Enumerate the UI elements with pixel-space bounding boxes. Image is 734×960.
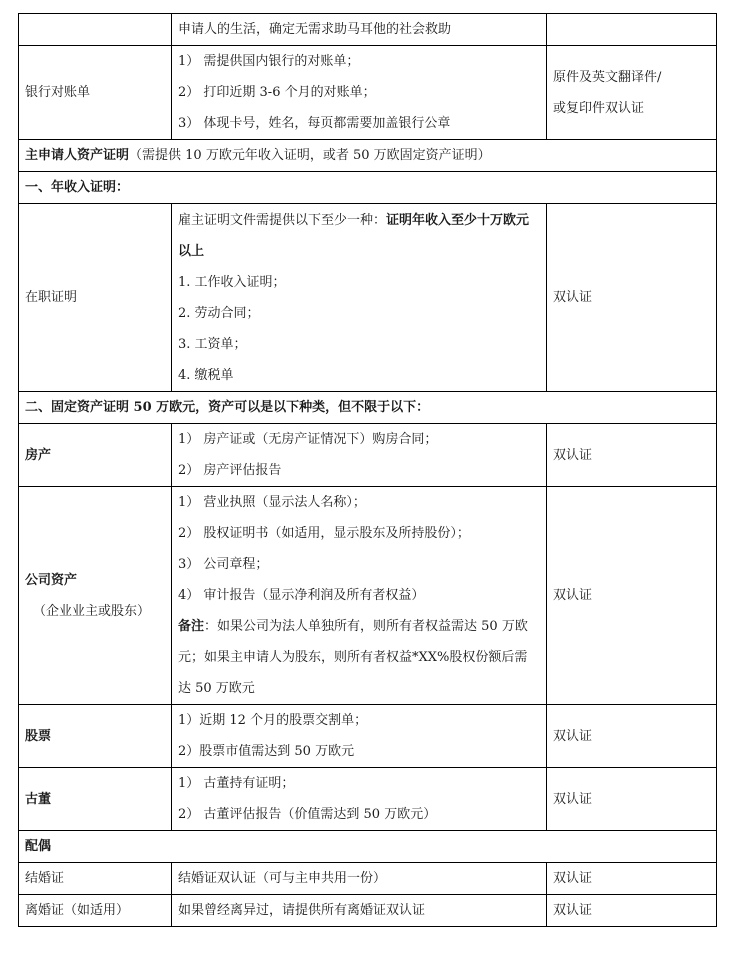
list-item: 2） 股权证明书（如适用，显示股东及所持股份）； bbox=[178, 526, 470, 541]
cell-content bbox=[172, 424, 547, 487]
row-label bbox=[19, 487, 172, 705]
table-row bbox=[19, 705, 717, 768]
section-title: 二、固定资产证明 50 万欧元，资产可以是以下种类，但不限于以下： bbox=[25, 400, 430, 415]
list-item: 3） 公司章程； bbox=[178, 557, 269, 572]
section-header bbox=[19, 831, 717, 863]
cell-empty bbox=[19, 14, 172, 46]
cell-cert bbox=[547, 895, 717, 927]
table-row bbox=[19, 424, 717, 487]
row-label bbox=[19, 204, 172, 392]
cell-content bbox=[172, 46, 547, 140]
cell-content bbox=[172, 863, 547, 895]
row-label-text: 离婚证（如适用） bbox=[25, 903, 130, 918]
cell-cert bbox=[547, 46, 717, 140]
section-header-row bbox=[19, 140, 717, 172]
list-item: 4. 缴税单 bbox=[178, 367, 234, 383]
row-label bbox=[19, 705, 172, 768]
table-row bbox=[19, 487, 717, 705]
cell-cert bbox=[547, 424, 717, 487]
row-label bbox=[19, 46, 172, 140]
section-header-row bbox=[19, 831, 717, 863]
cert-text: 双认证 bbox=[553, 447, 593, 463]
section-note: （需提供 10 万欧元年收入证明，或者 50 万欧固定资产证明） bbox=[129, 148, 491, 163]
cert-text: 双认证 bbox=[553, 903, 593, 918]
row-label-text: 古董 bbox=[25, 791, 52, 807]
table-row bbox=[19, 863, 717, 895]
section-header-row bbox=[19, 172, 717, 204]
cell-text: 结婚证双认证（可与主申共用一份） bbox=[178, 871, 387, 886]
row-label-text: 银行对账单 bbox=[25, 85, 91, 100]
cert-text: 双认证 bbox=[553, 871, 593, 886]
row-label-text: 公司资产 bbox=[25, 572, 78, 588]
list-item: 2） 房产评估报告 bbox=[178, 463, 282, 478]
cell-content bbox=[172, 768, 547, 831]
cell-content bbox=[172, 705, 547, 768]
note-label: 备注 bbox=[178, 619, 205, 634]
table-row bbox=[19, 46, 717, 140]
section-title: 配偶 bbox=[25, 839, 52, 854]
note-text bbox=[178, 611, 540, 704]
table-row bbox=[19, 204, 717, 392]
requirements-table bbox=[18, 13, 717, 927]
note-body: ：如果公司为法人单独所有，则所有者权益需达 50 万欧元；如果主申请人为股东，则所有者权益*XX%股权份额后需达 50 万欧元 bbox=[178, 619, 528, 696]
cert-text: 双认证 bbox=[553, 290, 593, 305]
cell-empty bbox=[547, 14, 717, 46]
list-item: 2） 打印近期 3-6 个月的对账单； bbox=[178, 85, 376, 100]
row-label-sub: （企业业主或股东） bbox=[33, 603, 151, 619]
list-item: 2. 劳动合同； bbox=[178, 305, 260, 321]
table-row bbox=[19, 895, 717, 927]
row-label-text: 房产 bbox=[25, 447, 52, 463]
list-item: 2） 古董评估报告（价值需达到 50 万欧元） bbox=[178, 807, 437, 822]
row-label bbox=[19, 768, 172, 831]
section-title: 一、年收入证明： bbox=[25, 180, 130, 195]
cell-cert bbox=[547, 863, 717, 895]
cell-content bbox=[172, 487, 547, 705]
cell-text: 如果曾经离异过，请提供所有离婚证双认证 bbox=[178, 903, 426, 918]
cell-content bbox=[172, 14, 547, 46]
cert-text: 双认证 bbox=[553, 588, 593, 603]
row-label bbox=[19, 895, 172, 927]
section-title: 主申请人资产证明 bbox=[25, 148, 130, 163]
section-header bbox=[19, 140, 717, 172]
cell-cert bbox=[547, 705, 717, 768]
list-item: 1） 营业执照（显示法人名称）； bbox=[178, 495, 366, 510]
list-item: 3） 体现卡号，姓名，每页都需要加盖银行公章 bbox=[178, 116, 451, 131]
row-label bbox=[19, 863, 172, 895]
cell-content bbox=[172, 895, 547, 927]
cell-cert bbox=[547, 487, 717, 705]
cell-cert bbox=[547, 768, 717, 831]
cell-content bbox=[172, 204, 547, 392]
list-item: 3. 工资单； bbox=[178, 336, 247, 352]
section-header-row bbox=[19, 392, 717, 424]
list-item: 1） 房产证或（无房产证情况下）购房合同； bbox=[178, 432, 438, 447]
cell-cert bbox=[547, 204, 717, 392]
list-item: 4） 审计报告（显示净利润及所有者权益） bbox=[178, 588, 425, 603]
section-header bbox=[19, 392, 717, 424]
list-item: 1） 需提供国内银行的对账单； bbox=[178, 54, 360, 69]
row-label-text: 结婚证 bbox=[25, 871, 65, 886]
cert-text: 或复印件双认证 bbox=[553, 100, 645, 116]
cert-text: 双认证 bbox=[553, 728, 593, 744]
list-item: 1）近期 12 个月的股票交割单； bbox=[178, 713, 368, 728]
cert-text: 双认证 bbox=[553, 791, 593, 807]
cell-text: 申请人的生活，确定无需求助马耳他的社会救助 bbox=[178, 22, 452, 37]
intro-text bbox=[178, 205, 540, 267]
row-label bbox=[19, 424, 172, 487]
list-item: 2）股票市值需达到 50 万欧元 bbox=[178, 744, 355, 759]
list-item: 1） 古董持有证明； bbox=[178, 776, 295, 791]
row-label-text: 在职证明 bbox=[25, 290, 78, 305]
table-row bbox=[19, 14, 717, 46]
section-header bbox=[19, 172, 717, 204]
table-row bbox=[19, 768, 717, 831]
list-item: 1. 工作收入证明； bbox=[178, 274, 286, 290]
intro-normal: 雇主证明文件需提供以下至少一种： bbox=[178, 212, 387, 228]
intro-bold: 证明年收入至少十万欧元以上 bbox=[178, 212, 530, 259]
cert-text: 原件及英文翻译件/ bbox=[553, 69, 662, 85]
row-label-text: 股票 bbox=[25, 728, 52, 744]
